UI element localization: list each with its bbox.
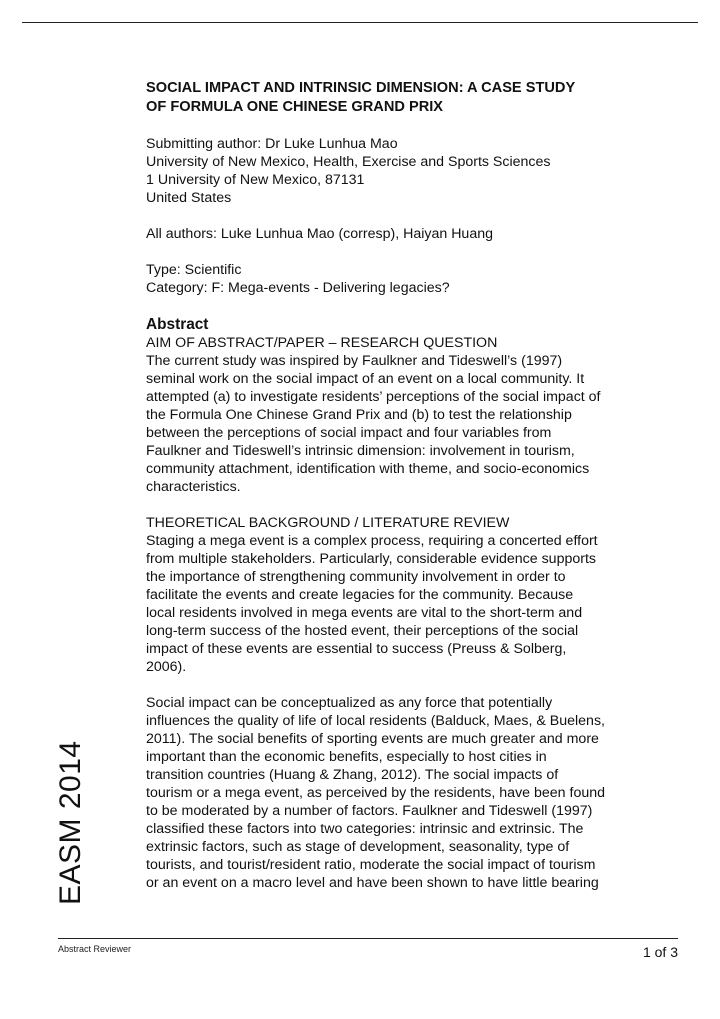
body-line: characteristics. [146, 479, 241, 495]
body-line: attempted (a) to investigate residents’ perceptions of the social impact of [146, 389, 601, 405]
body-line: influences the quality of life of local residents (Balduck, Maes, & Buelens, [146, 713, 605, 729]
submitting-author: Submitting author: Dr Luke Lunhua Mao [146, 136, 398, 152]
body-line: extrinsic factors, such as stage of development, seasonality, type of [146, 839, 570, 855]
body-line: transition countries (Huang & Zhang, 2012). The social impacts of [146, 767, 559, 783]
section-heading: THEORETICAL BACKGROUND / LITERATURE REVIEW [146, 515, 510, 531]
body-line: The current study was inspired by Faulkner and Tideswell’s (1997) [146, 353, 563, 369]
body-line: from multiple stakeholders. Particularly, considerable evidence supports [146, 551, 597, 567]
body-line: 2006). [146, 659, 187, 675]
body-line: seminal work on the social impact of an event on a local community. It [146, 371, 585, 387]
section-aim [146, 334, 666, 496]
section-theory [146, 514, 666, 676]
body-line: classified these factors into two categories: intrinsic and extrinsic. The [146, 821, 584, 837]
body-line: the importance of strengthening community involvement in order to [146, 569, 566, 585]
body-line: tourism or a mega event, as perceived by the residents, have been found [146, 785, 606, 801]
body-line: Faulkner and Tideswell’s intrinsic dimension: involvement in tourism, [146, 443, 575, 459]
footer-reviewer-label: Abstract Reviewer [58, 944, 132, 954]
author-block [146, 135, 666, 207]
title-line: OF FORMULA ONE CHINESE GRAND PRIX [146, 99, 444, 115]
section-social-impact [146, 694, 666, 892]
conference-side-label: EASM 2014 [54, 740, 87, 905]
abstract-document [146, 79, 666, 892]
abstract-heading: Abstract [146, 316, 209, 333]
body-line: important than the economic benefits, especially to host cities in [146, 749, 547, 765]
body-line: local residents involved in mega events are vital to the short-term and [146, 605, 583, 621]
affiliation: University of New Mexico, Health, Exercise and Sports Sciences [146, 154, 551, 170]
paper-title [146, 79, 666, 117]
body-line: impact of these events are essential to success (Preuss & Solberg, [146, 641, 567, 657]
body-line: to be moderated by a number of factors. Faulkner and Tideswell (1997) [146, 803, 593, 819]
paper-type: Type: Scientific [146, 262, 242, 278]
address: 1 University of New Mexico, 87131 [146, 172, 365, 188]
all-authors: All authors: Luke Lunhua Mao (corresp), Haiyan Huang [146, 226, 493, 242]
body-line: community attachment, identification with theme, and socio-economics [146, 461, 590, 477]
body-line: between the perceptions of social impact and four variables from [146, 425, 552, 441]
title-line: SOCIAL IMPACT AND INTRINSIC DIMENSION: A CASE STUDY [146, 80, 576, 96]
country: United States [146, 190, 232, 206]
body-line: Social impact can be conceptualized as any force that potentially [146, 695, 553, 711]
body-line: tourists, and tourist/resident ratio, moderate the social impact of tourism [146, 857, 596, 873]
body-line: Staging a mega event is a complex process, requiring a concerted effort [146, 533, 598, 549]
body-line: or an event on a macro level and have been shown to have little bearing [146, 875, 599, 891]
body-line: long-term success of the hosted event, their perceptions of the social [146, 623, 579, 639]
body-line: the Formula One Chinese Grand Prix and (b) to test the relationship [146, 407, 572, 423]
body-line: 2011). The social benefits of sporting events are much greater and more [146, 731, 599, 747]
body-line: facilitate the events and create legacies for the community. Because [146, 587, 574, 603]
section-heading: AIM OF ABSTRACT/PAPER – RESEARCH QUESTION [146, 335, 498, 351]
footer-rule [58, 938, 678, 939]
page-number: 1 of 3 [642, 944, 678, 960]
top-rule [22, 22, 698, 23]
paper-category: Category: F: Mega-events - Delivering legacies? [146, 280, 450, 296]
